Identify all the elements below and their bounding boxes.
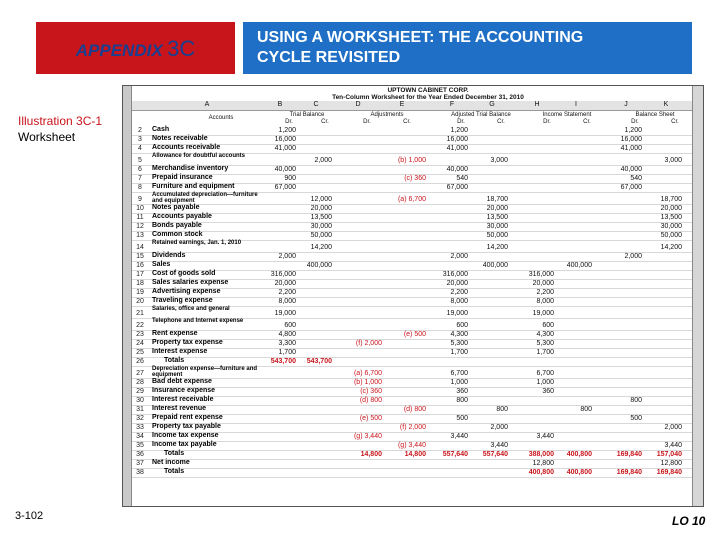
- account-name: Interest receivable: [152, 396, 214, 403]
- dr-cr-label: Dr.: [285, 119, 293, 125]
- column-letter-d[interactable]: D: [355, 101, 361, 108]
- cell-tb-dr[interactable]: 41,000: [274, 145, 296, 152]
- cell-tb-cr[interactable]: 50,000: [310, 232, 332, 239]
- cell-bs-cr[interactable]: 18,700: [660, 196, 682, 203]
- cell-bs-dr[interactable]: 40,000: [620, 166, 642, 173]
- appendix-word: APPENDIX: [75, 41, 163, 60]
- cell-atb-dr[interactable]: 3,440: [450, 433, 468, 440]
- account-name: Rent expense: [152, 330, 198, 337]
- cell-tb-cr[interactable]: 12,000: [310, 196, 332, 203]
- account-name: Prepaid insurance: [152, 174, 213, 181]
- cell-atb-cr[interactable]: 400,000: [482, 262, 508, 269]
- group-header: Income Statement: [542, 112, 592, 118]
- cell-adj-dr[interactable]: (d) 800: [359, 397, 382, 404]
- cell-is-dr[interactable]: 316,000: [528, 271, 554, 278]
- account-name: Dividends: [152, 252, 186, 259]
- cell-is-dr[interactable]: 1,700: [536, 349, 554, 356]
- cell-adj-cr[interactable]: (g) 3,440: [397, 442, 426, 449]
- cell-tb-cr[interactable]: 543,700: [306, 358, 332, 365]
- cell-tb-dr[interactable]: 4,800: [278, 331, 296, 338]
- cell-bs-dr[interactable]: 67,000: [620, 184, 642, 191]
- company-name: UPTOWN CABINET CORP.: [387, 87, 469, 94]
- cell-atb-dr[interactable]: 557,640: [442, 451, 468, 458]
- cell-atb-dr[interactable]: 316,000: [442, 271, 468, 278]
- cell-bs-dr[interactable]: 169,840: [616, 451, 642, 458]
- cell-atb-dr[interactable]: 8,000: [450, 298, 468, 305]
- account-name: Accounts receivable: [152, 144, 221, 151]
- cell-tb-dr[interactable]: 2,000: [278, 253, 296, 260]
- cell-is-dr[interactable]: 2,200: [536, 289, 554, 296]
- cell-tb-dr[interactable]: 8,000: [278, 298, 296, 305]
- account-name: Cost of goods sold: [152, 270, 216, 277]
- cell-tb-dr[interactable]: 316,000: [270, 271, 296, 278]
- column-letter-a[interactable]: A: [204, 101, 210, 108]
- row-number: 6: [138, 166, 142, 173]
- account-name: Property tax payable: [152, 423, 221, 430]
- cell-is-dr[interactable]: 3,440: [536, 433, 554, 440]
- account-name: Salaries, office and general: [152, 306, 230, 312]
- column-letter-j[interactable]: J: [624, 101, 628, 108]
- account-name: Cash: [152, 126, 170, 133]
- cell-adj-dr[interactable]: (c) 360: [360, 388, 382, 395]
- cell-adj-dr[interactable]: (b) 1,000: [353, 379, 382, 386]
- account-name: Retained earnings, Jan. 1, 2010: [152, 240, 242, 246]
- cell-atb-cr[interactable]: 20,000: [486, 205, 508, 212]
- account-name: Notes payable: [152, 204, 200, 211]
- row-number: 17: [136, 271, 144, 278]
- dr-cr-label: Dr.: [457, 119, 465, 125]
- cell-bs-dr[interactable]: 800: [630, 397, 642, 404]
- account-name: Property tax expense: [152, 339, 223, 346]
- account-name: Notes receivable: [152, 135, 208, 142]
- cell-adj-dr[interactable]: 14,800: [360, 451, 382, 458]
- slide-title: [243, 22, 692, 74]
- page-number: 3-102: [15, 510, 44, 522]
- cell-atb-dr[interactable]: 540: [456, 175, 468, 182]
- row-number: 35: [136, 442, 144, 449]
- cell-atb-dr[interactable]: 1,700: [450, 349, 468, 356]
- slide-title-line2: CYCLE REVISITED: [257, 49, 401, 66]
- row-number: 14: [136, 244, 144, 251]
- cell-adj-cr[interactable]: (a) 6,700: [397, 196, 426, 203]
- cell-bs-dr[interactable]: 540: [630, 175, 642, 182]
- dr-cr-label: Dr.: [543, 119, 551, 125]
- cell-tb-dr[interactable]: 20,000: [274, 280, 296, 287]
- cell-tb-dr[interactable]: 543,700: [270, 358, 296, 365]
- cell-adj-dr[interactable]: (g) 3,440: [353, 433, 382, 440]
- cell-adj-cr[interactable]: 14,800: [404, 451, 426, 458]
- cell-tb-dr[interactable]: 600: [284, 322, 296, 329]
- cell-bs-dr[interactable]: 16,000: [620, 136, 642, 143]
- cell-atb-dr[interactable]: 41,000: [446, 145, 468, 152]
- cell-atb-cr[interactable]: 50,000: [486, 232, 508, 239]
- account-name: Accounts payable: [152, 213, 212, 220]
- row-number: 38: [136, 469, 144, 476]
- row-number: 9: [138, 196, 142, 203]
- cell-is-dr[interactable]: 360: [542, 388, 554, 395]
- group-header: Adjustments: [370, 112, 404, 118]
- column-letter-g[interactable]: G: [489, 101, 495, 108]
- row-number: 13: [136, 232, 144, 239]
- cell-bs-cr[interactable]: 2,000: [664, 424, 682, 431]
- cell-bs-cr[interactable]: 30,000: [660, 223, 682, 230]
- row-number: 20: [136, 298, 144, 305]
- account-name: Income tax expense: [152, 432, 219, 439]
- cell-tb-dr[interactable]: 16,000: [274, 136, 296, 143]
- account-name: Totals: [164, 357, 185, 364]
- cell-tb-cr[interactable]: 13,500: [310, 214, 332, 221]
- account-name: Insurance expense: [152, 387, 216, 394]
- cell-atb-cr[interactable]: 2,000: [490, 424, 508, 431]
- cell-atb-dr[interactable]: 2,000: [450, 253, 468, 260]
- account-name: Sales salaries expense: [152, 279, 229, 286]
- row-number: 31: [136, 406, 144, 413]
- worksheet-subtitle: Ten-Column Worksheet for the Year Ended December 31, 2010: [332, 94, 524, 101]
- cell-adj-dr[interactable]: (a) 6,700: [353, 370, 382, 377]
- cell-tb-dr[interactable]: 40,000: [274, 166, 296, 173]
- cell-is-dr[interactable]: 388,000: [528, 451, 554, 458]
- row-number: 23: [136, 331, 144, 338]
- cell-adj-cr[interactable]: (f) 2,000: [399, 424, 426, 431]
- accounts-header: Accounts: [208, 115, 234, 121]
- cell-tb-cr[interactable]: 400,000: [306, 262, 332, 269]
- cell-tb-dr[interactable]: 1,700: [278, 349, 296, 356]
- cell-atb-cr[interactable]: 14,200: [486, 244, 508, 251]
- cell-adj-dr[interactable]: (f) 2,000: [355, 340, 382, 347]
- cell-bs-cr[interactable]: 3,440: [664, 442, 682, 449]
- illustration-caption: [18, 113, 102, 145]
- account-name: Advertising expense: [152, 288, 221, 295]
- cell-bs-cr[interactable]: 12,800: [660, 460, 682, 467]
- cell-atb-dr[interactable]: 4,300: [450, 331, 468, 338]
- account-name: Totals: [164, 450, 185, 457]
- account-name: Totals: [164, 468, 185, 475]
- cell-atb-dr[interactable]: 67,000: [446, 184, 468, 191]
- cell-adj-cr[interactable]: (b) 1,000: [397, 157, 426, 164]
- vertical-scrollbar[interactable]: [692, 86, 703, 506]
- account-name: Common stock: [152, 231, 203, 238]
- column-letter-i[interactable]: I: [575, 101, 577, 108]
- cell-tb-cr[interactable]: 20,000: [310, 205, 332, 212]
- dr-cr-label: Dr.: [363, 119, 371, 125]
- row-number: 22: [136, 322, 144, 329]
- dr-cr-label: Dr.: [631, 119, 639, 125]
- dr-cr-label: Cr.: [321, 119, 329, 125]
- cell-bs-dr[interactable]: 41,000: [620, 145, 642, 152]
- account-name: Net income: [152, 459, 190, 466]
- account-name: Bad debt expense: [152, 378, 212, 385]
- cell-is-dr[interactable]: 19,000: [532, 310, 554, 317]
- dr-cr-label: Cr.: [497, 119, 505, 125]
- cell-tb-dr[interactable]: 67,000: [274, 184, 296, 191]
- cell-adj-cr[interactable]: (d) 800: [403, 406, 426, 413]
- row-number: 34: [136, 433, 144, 440]
- cell-is-dr[interactable]: 4,300: [536, 331, 554, 338]
- account-name: Depreciation expense—furniture and equipment: [152, 366, 258, 378]
- row-number: 7: [138, 175, 142, 182]
- cell-tb-dr[interactable]: 3,300: [278, 340, 296, 347]
- account-name: Accumulated depreciation—furniture and equipment: [152, 192, 258, 204]
- cell-bs-dr[interactable]: 169,840: [616, 469, 642, 476]
- account-name: Furniture and equipment: [152, 183, 235, 190]
- column-letter-k[interactable]: K: [663, 101, 669, 108]
- row-number: 12: [136, 223, 144, 230]
- cell-atb-cr[interactable]: 18,700: [486, 196, 508, 203]
- column-letter-c[interactable]: C: [313, 101, 319, 108]
- cell-atb-cr[interactable]: 30,000: [486, 223, 508, 230]
- cell-bs-cr[interactable]: 169,840: [656, 469, 682, 476]
- row-header-bar: [123, 86, 132, 506]
- cell-bs-cr[interactable]: 14,200: [660, 244, 682, 251]
- account-name: Telephone and Internet expense: [152, 318, 244, 324]
- cell-is-dr[interactable]: 20,000: [532, 280, 554, 287]
- cell-bs-cr[interactable]: 157,040: [656, 451, 682, 458]
- cell-is-cr[interactable]: 400,800: [566, 469, 592, 476]
- account-name: Allowance for doubtful accounts: [152, 153, 246, 159]
- account-name: Bonds payable: [152, 222, 202, 229]
- cell-atb-dr[interactable]: 600: [456, 322, 468, 329]
- row-number: 30: [136, 397, 144, 404]
- row-number: 3: [138, 136, 142, 143]
- account-name: Sales: [152, 261, 171, 268]
- cell-atb-dr[interactable]: 500: [456, 415, 468, 422]
- appendix-label: [36, 36, 235, 62]
- row-number: 4: [138, 145, 142, 152]
- row-number: 27: [136, 370, 144, 377]
- row-number: 8: [138, 184, 142, 191]
- row-number: 37: [136, 460, 144, 467]
- cell-atb-dr[interactable]: 40,000: [446, 166, 468, 173]
- cell-atb-dr[interactable]: 6,700: [450, 370, 468, 377]
- cell-tb-cr[interactable]: 14,200: [310, 244, 332, 251]
- worksheet-spreadsheet: [122, 85, 704, 507]
- cell-tb-dr[interactable]: 1,200: [278, 127, 296, 134]
- cell-is-dr[interactable]: 8,000: [536, 298, 554, 305]
- cell-is-dr[interactable]: 5,300: [536, 340, 554, 347]
- row-number: 5: [138, 157, 142, 164]
- column-letter-b[interactable]: B: [277, 101, 283, 108]
- cell-atb-dr[interactable]: 1,200: [450, 127, 468, 134]
- row-number: 29: [136, 388, 144, 395]
- cell-atb-cr[interactable]: 3,440: [490, 442, 508, 449]
- cell-atb-dr[interactable]: 360: [456, 388, 468, 395]
- column-letter-f[interactable]: F: [449, 101, 455, 108]
- row-number: 18: [136, 280, 144, 287]
- row-number: 32: [136, 415, 144, 422]
- row-number: 24: [136, 340, 144, 347]
- cell-is-dr[interactable]: 400,800: [528, 469, 554, 476]
- cell-is-dr[interactable]: 1,000: [536, 379, 554, 386]
- illustration-name: Worksheet: [18, 130, 76, 144]
- row-number: 19: [136, 289, 144, 296]
- cell-tb-dr[interactable]: 19,000: [274, 310, 296, 317]
- group-header: Balance Sheet: [635, 112, 675, 118]
- table-row: [132, 468, 692, 478]
- cell-adj-cr[interactable]: (c) 360: [404, 175, 426, 182]
- cell-atb-dr[interactable]: 800: [456, 397, 468, 404]
- dr-cr-label: Cr.: [671, 119, 679, 125]
- cell-tb-dr[interactable]: 2,200: [278, 289, 296, 296]
- cell-atb-dr[interactable]: 20,000: [446, 280, 468, 287]
- cell-bs-dr[interactable]: 1,200: [624, 127, 642, 134]
- cell-atb-cr[interactable]: 13,500: [486, 214, 508, 221]
- cell-is-cr[interactable]: 400,800: [566, 451, 592, 458]
- row-number: 25: [136, 349, 144, 356]
- cell-is-dr[interactable]: 600: [542, 322, 554, 329]
- account-name: Income tax payable: [152, 441, 217, 448]
- row-number: 21: [136, 310, 144, 317]
- cell-atb-cr[interactable]: 557,640: [482, 451, 508, 458]
- cell-atb-dr[interactable]: 1,000: [450, 379, 468, 386]
- cell-is-cr[interactable]: 800: [580, 406, 592, 413]
- account-name: Interest revenue: [152, 405, 207, 412]
- row-number: 2: [138, 127, 142, 134]
- cell-adj-cr[interactable]: (e) 500: [403, 331, 426, 338]
- row-number: 15: [136, 253, 144, 260]
- worksheet-title: [303, 87, 553, 101]
- row-number: 28: [136, 379, 144, 386]
- cell-is-cr[interactable]: 400,000: [566, 262, 592, 269]
- cell-bs-dr[interactable]: 500: [630, 415, 642, 422]
- group-header: Trial Balance: [289, 112, 325, 118]
- illustration-number: Illustration 3C-1: [18, 114, 103, 128]
- cell-bs-cr[interactable]: 13,500: [660, 214, 682, 221]
- account-name: Merchandise inventory: [152, 165, 229, 172]
- group-header: Adjusted Trial Balance: [451, 112, 511, 118]
- learning-objective: LO 10: [672, 514, 706, 528]
- slide-title-line1: USING A WORKSHEET: THE ACCOUNTING: [257, 29, 584, 46]
- column-header-row: [132, 101, 692, 111]
- cell-atb-cr[interactable]: 800: [496, 406, 508, 413]
- cell-is-dr[interactable]: 12,800: [532, 460, 554, 467]
- dr-cr-label: Cr.: [583, 119, 591, 125]
- row-number: 26: [136, 358, 144, 365]
- appendix-banner: [36, 22, 235, 74]
- cell-tb-cr[interactable]: 2,000: [314, 157, 332, 164]
- row-number: 10: [136, 205, 144, 212]
- cell-tb-cr[interactable]: 30,000: [310, 223, 332, 230]
- row-number: 11: [136, 214, 144, 221]
- row-number: 33: [136, 424, 144, 431]
- account-name: Interest expense: [152, 348, 208, 355]
- appendix-code: 3C: [167, 36, 196, 61]
- cell-atb-cr[interactable]: 3,000: [490, 157, 508, 164]
- cell-bs-dr[interactable]: 2,000: [624, 253, 642, 260]
- row-number: 36: [136, 451, 144, 458]
- cell-atb-dr[interactable]: 19,000: [446, 310, 468, 317]
- column-letter-e[interactable]: E: [399, 101, 405, 108]
- account-name: Prepaid rent expense: [152, 414, 223, 421]
- account-name: Traveling expense: [152, 297, 213, 304]
- cell-adj-dr[interactable]: (e) 500: [359, 415, 382, 422]
- cell-bs-cr[interactable]: 50,000: [660, 232, 682, 239]
- row-number: 16: [136, 262, 144, 269]
- cell-bs-cr[interactable]: 20,000: [660, 205, 682, 212]
- cell-bs-cr[interactable]: 3,000: [664, 157, 682, 164]
- column-letter-h[interactable]: H: [534, 101, 540, 108]
- cell-atb-dr[interactable]: 5,300: [450, 340, 468, 347]
- cell-tb-dr[interactable]: 900: [284, 175, 296, 182]
- cell-atb-dr[interactable]: 2,200: [450, 289, 468, 296]
- dr-cr-label: Cr.: [403, 119, 411, 125]
- cell-atb-dr[interactable]: 16,000: [446, 136, 468, 143]
- cell-is-dr[interactable]: 6,700: [536, 370, 554, 377]
